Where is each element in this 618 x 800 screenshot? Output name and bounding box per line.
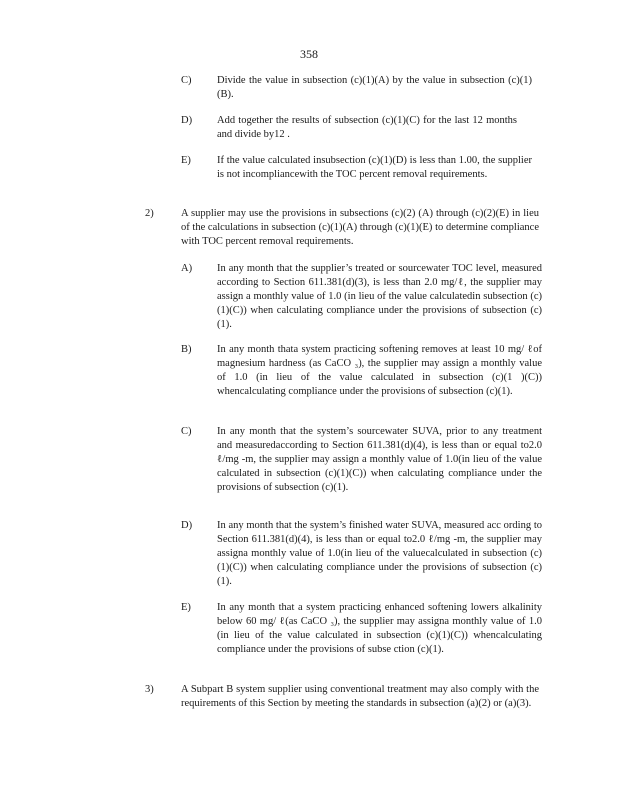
item-text: In any month that a system practicing enhanced softening lowers alkalinity below 60 mg/ ℓ(as CaCO ₃), the supplier may assigna monthly value of 1.0 (in lieu of the value calculated in subsection (c)(1)(C)) whencalculating compliance under the provisions of subse ction (c)(1). bbox=[217, 602, 542, 655]
page-number: 358 bbox=[300, 47, 318, 61]
item-text: In any month that the system’s finished water SUVA, measured acc ording to Section 611.381(d)(4), is less than or equal to2.0 ℓ/mg -m, the supplier may assigna monthly value of 1.0(in lieu of the valuecalculated in subsection (c)(1)(C)) when calculating compliance under the provisions of subsection (c)(1). bbox=[217, 520, 542, 587]
item-text: A Subpart B system supplier using conventional treatment may also comply with the requirements of this Section by meeting the standards in subsection (a)(2) or (a)(3). bbox=[181, 684, 539, 709]
item-label: B) bbox=[181, 344, 192, 355]
item-text: If the value calculated insubsection (c)(1)(D) is less than 1.00, the supplier is not incompliancewith the TOC percent removal requirements. bbox=[217, 155, 532, 180]
item-text: Divide the value in subsection (c)(1)(A) by the value in subsection (c)(1)(B). bbox=[217, 75, 532, 100]
item-label: C) bbox=[181, 75, 192, 86]
item-text: In any month thata system practicing softening removes at least 10 mg/ ℓof magnesium hardness (as CaCO ₃), the supplier may assign a monthly value of 1.0 (in lieu of the value calculated in subsection (c)(1 )(C)) whencalculating compliance under the provisions of subsection (c)(1). bbox=[217, 344, 542, 397]
item-text: Add together the results of subsection (c)(1)(C) for the last 12 months and divide by12 . bbox=[217, 115, 517, 140]
item-label: A) bbox=[181, 263, 193, 274]
item-label: 3) bbox=[145, 684, 154, 695]
item-label: E) bbox=[181, 602, 191, 613]
item-text: In any month that the system’s sourcewater SUVA, prior to any treatment and measuredaccording to Section 611.381(d)(4), is less than or equal to2.0 ℓ/mg -m, the supplier may assign a monthly value of 1.0(in lieu of the value calculated in subsection (c)(1)(C)) when calculating compliance under the provisions of subsection (c)(1). bbox=[217, 426, 542, 493]
item-label: D) bbox=[181, 520, 193, 531]
item-label: C) bbox=[181, 426, 192, 437]
item-label: 2) bbox=[145, 208, 154, 219]
item-label: D) bbox=[181, 115, 193, 126]
item-label: E) bbox=[181, 155, 191, 166]
item-text: In any month that the supplier’s treated or sourcewater TOC level, measured according to Section 611.381(d)(3), is less than 2.0 mg/ℓ, the supplier may assign a monthly value of 1.0 (in lieu of the value calculatedin subsection (c)(1)(C)) when calculating compliance under the provisions of subsection (c)(1). bbox=[217, 263, 542, 330]
item-text: A supplier may use the provisions in subsections (c)(2) (A) through (c)(2)(E) in lieu of the calculations in subsection (c)(1)(A) through (c)(1)(E) to determine compliance with TOC percent removal requirements. bbox=[181, 208, 539, 247]
